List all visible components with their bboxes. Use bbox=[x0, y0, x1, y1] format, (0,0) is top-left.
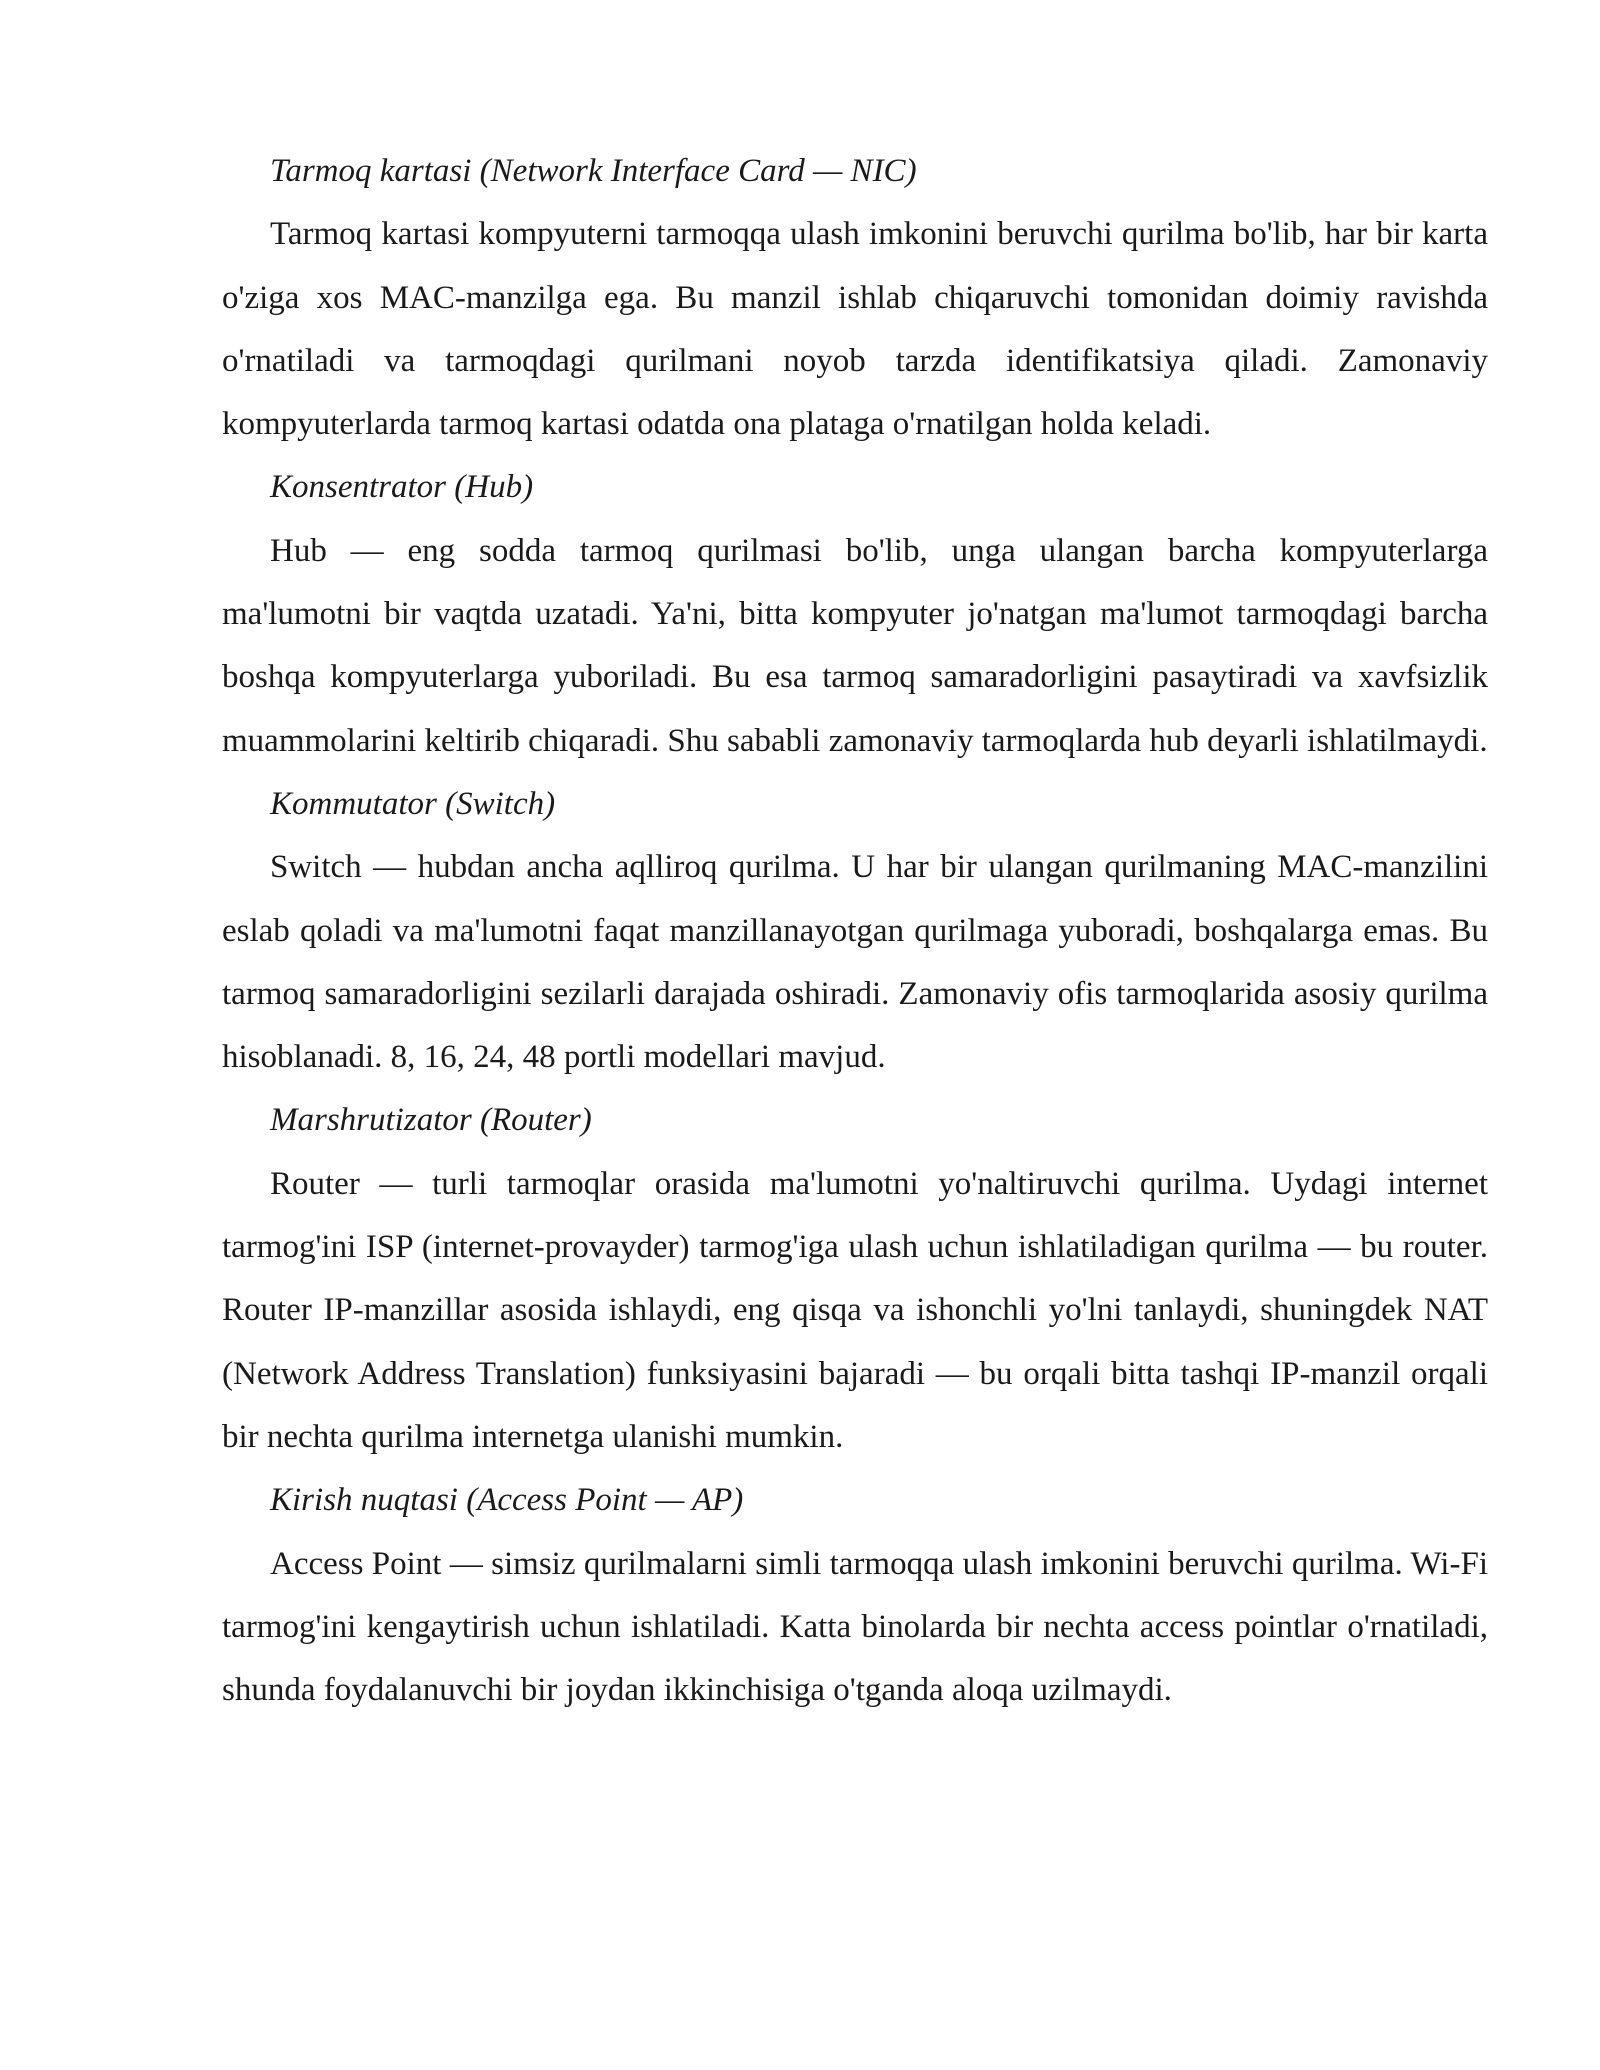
section-body-access-point: Access Point — simsiz qurilmalarni simli tarmoqqa ulash imkonini beruvchi qurilma. Wi-Fi tarmog'ini kengaytirish uchun ishlatiladi. Katta binolarda bir nechta access pointlar o'rnatiladi, shunda foydalanuvchi bir joydan ikkinchisiga o'tganda aloqa uzilmaydi. bbox=[222, 1545, 1488, 1709]
document-page bbox=[222, 140, 1488, 1722]
section-heading-router: Marshrutizator (Router) bbox=[270, 1102, 592, 1139]
section-body-nic: Tarmoq kartasi kompyuterni tarmoqqa ulash imkonini beruvchi qurilma bo'lib, har bir karta o'ziga xos MAC-manzilga ega. Bu manzil ishlab chiqaruvchi tomonidan doimiy ravishda o'rnatiladi va tarmoqdagi qurilmani noyob tarzda identifikatsiya qiladi. Zamonaviy kompyuterlarda tarmoq kartasi odatda ona plataga o'rnatilgan holda keladi. bbox=[222, 216, 1488, 443]
section-body-router: Router — turli tarmoqlar orasida ma'lumotni yo'naltiruvchi qurilma. Uydagi internet tarmog'ini ISP (internet-provayder) tarmog'iga ulash uchun ishlatiladigan qurilma — bu router. Router IP-manzillar asosida ishlaydi, eng qisqa va ishonchli yo'lni tanlaydi, shuningdek NAT (Network Address Translation) funksiyasini bajaradi — bu orqali bitta tashqi IP-manzil orqali bir nechta qurilma internetga ulanishi mumkin. bbox=[222, 1165, 1488, 1455]
section-heading-hub: Konsentrator (Hub) bbox=[270, 469, 534, 506]
section-heading-access-point: Kirish nuqtasi (Access Point — AP) bbox=[270, 1482, 744, 1519]
section-heading-nic: Tarmoq kartasi (Network Interface Card — NIC) bbox=[270, 153, 917, 189]
section-heading-switch: Kommutator (Switch) bbox=[270, 785, 556, 822]
section-body-switch: Switch — hubdan ancha aqlliroq qurilma. U har bir ulangan qurilmaning MAC-manzilini eslab qoladi va ma'lumotni faqat manzillanayotgan qurilmaga yuboradi, boshqalarga emas. Bu tarmoq samaradorligini sezilarli darajada oshiradi. Zamonaviy ofis tarmoqlarida asosiy qurilma hisoblanadi. 8, 16, 24, 48 portli modellari mavjud. bbox=[222, 849, 1488, 1076]
section-body-hub: Hub — eng sodda tarmoq qurilmasi bo'lib, unga ulangan barcha kompyuterlarga ma'lumotni bir vaqtda uzatadi. Ya'ni, bitta kompyuter jo'natgan ma'lumot tarmoqdagi barcha boshqa kompyuterlarga yuboriladi. Bu esa tarmoq samaradorligini pasaytiradi va xavfsizlik muammolarini keltirib chiqaradi. Shu sababli zamonaviy tarmoqlarda hub deyarli ishlatilmaydi. bbox=[222, 532, 1488, 759]
